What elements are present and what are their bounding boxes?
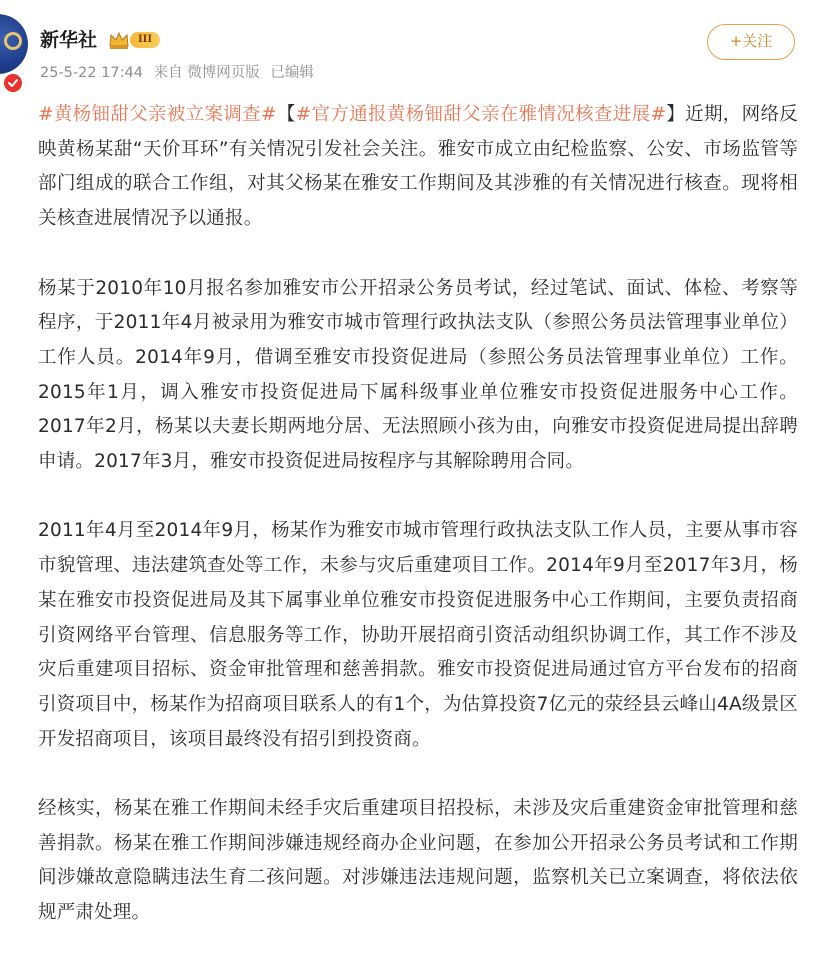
author-name[interactable]: 新华社: [40, 29, 98, 51]
follow-button[interactable]: +关注: [707, 24, 795, 60]
post-header: [0, 0, 819, 100]
post-source: 来自 微博网页版: [153, 65, 260, 81]
verified-icon: [2, 72, 24, 94]
title-bracket-open: 【: [276, 104, 296, 125]
post-paragraph-3: 2011年4月至2014年9月，杨某作为雅安市城市管理行政执法支队工作人员，主要从事市容市貌管理、违法建筑查处等工作，未参与灾后重建项目工作。2014年9月至2017年3月，杨某在雅安市投资促进局及其下属事业单位雅安市投资促进服务中心工作期间，主要负责招商引资网络平台管理、信息服务等工作，协助开展招商引资活动组织协调工作，其工作不涉及灾后重建项目招标、资金审批管理和慈善捐款。雅安市投资促进局通过官方平台发布的招商引资项目中，杨某作为招商项目联系人的有1个，为估算投资7亿元的荥经县云峰山4A级景区开发招商项目，该项目最终没有招引到投资商。: [38, 520, 798, 750]
xinhua-logo-icon: [4, 32, 22, 50]
post-paragraph-1: [38, 98, 798, 237]
avatar[interactable]: [0, 14, 28, 74]
post-meta: [40, 63, 320, 83]
timestamp: 25-5-22 17:44: [40, 65, 143, 81]
post-paragraph-4: 经核实，杨某在雅工作期间未经手灾后重建项目招投标，未涉及灾后重建资金审批管理和慈善捐款。杨某在雅工作期间涉嫌违规经商办企业问题，在参加公开招录公务员考试和工作期间涉嫌故意隐瞒违法生育二孩问题。对涉嫌违法违规问题，监察机关已立案调查，将依法依规严肃处理。: [38, 798, 798, 924]
post-body: [38, 98, 798, 966]
title-topic-link[interactable]: #官方通报黄杨钿甜父亲在雅情况核查进展#: [295, 104, 667, 125]
crown-icon: [108, 30, 130, 50]
level-badge: III: [130, 32, 160, 48]
title-bracket-close: 】: [666, 104, 686, 125]
paragraph-1-text: 近期，网络反映黄杨某甜“天价耳环”有关情况引发社会关注。雅安市成立由纪检监察、公安、市场监管等部门组成的联合工作组，对其父杨某在雅安工作期间及其涉雅的有关情况进行核查。现将相关核查进展情况予以通报。: [38, 104, 798, 230]
edited-label[interactable]: 已编辑: [270, 65, 314, 81]
topic-link[interactable]: #黄杨钿甜父亲被立案调查#: [38, 104, 277, 125]
post-paragraph-2: 杨某于2010年10月报名参加雅安市公开招录公务员考试，经过笔试、面试、体检、考察等程序，于2011年4月被录用为雅安市城市管理行政执法支队（参照公务员法管理事业单位）工作人员。2014年9月，借调至雅安市投资促进局（参照公务员法管理事业单位）工作。2015年1月，调入雅安市投资促进局下属科级事业单位雅安市投资促进服务中心工作。2017年2月，杨某以夫妻长期两地分居、无法照顾小孩为由，向雅安市投资促进局提出辞聘申请。2017年3月，雅安市投资促进局按程序与其解除聘用合同。: [38, 277, 798, 473]
